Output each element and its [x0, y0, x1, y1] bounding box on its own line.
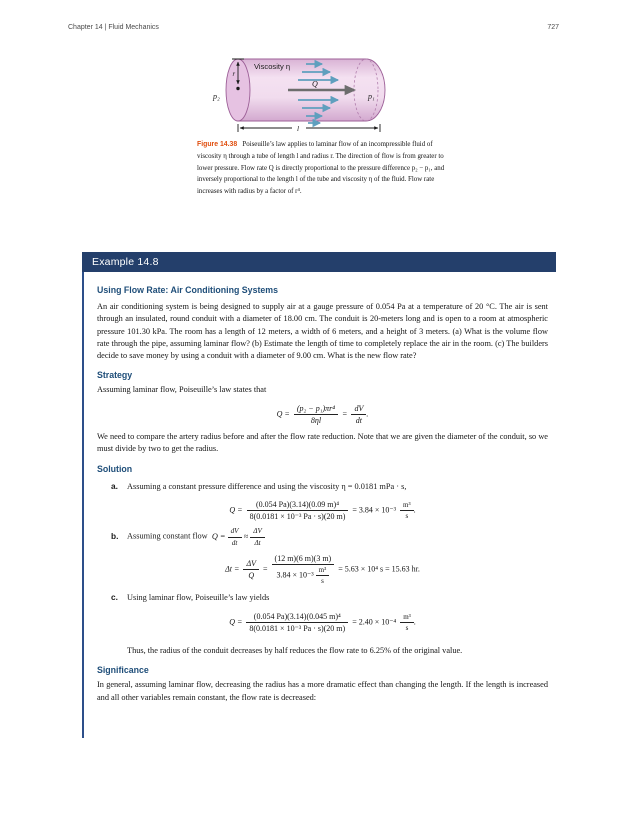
figure-caption — [197, 139, 450, 198]
significance-paragraph: In general, assuming laminar flow, decreasing the radius has a more dramatic effect than changing the length. If the length is increased and all other variables remain constant, the flow rate is decreased: — [97, 680, 548, 702]
equation-poiseuille: Q = $\frac{\text{(p₂ − p₁)πr⁴}}{8\eta l}$ = $\frac{dV}{dt}$ . — [276, 403, 369, 425]
length-dimension — [238, 124, 380, 132]
unit-fraction: $\frac{\text{m³}}{s}$ — [400, 501, 414, 520]
item-b-marker: b. — [111, 531, 119, 542]
length-label: l — [297, 123, 300, 133]
equation-a: Q = $\frac{\text{(0.054 Pa)(3.14)(0.09 m)⁴}}{\text{8(0.0181 × 10⁻³ Pa · s)(20 m)}}$ = 3.84 × 10⁻³ $\frac{\text{m³}}{s}$ . — [229, 500, 416, 522]
example-body — [82, 272, 556, 738]
strategy-heading: Strategy — [97, 370, 133, 381]
example-banner: Example 14.8 — [82, 252, 556, 272]
item-b-inline-math: Q = $\frac{dV}{dt}$ ≈ $\frac{\Delta V}{\Delta t}$ — [212, 532, 265, 541]
radius-label: r — [232, 71, 236, 78]
flow-rate-label: Q — [312, 79, 318, 89]
solution-heading: Solution — [97, 463, 133, 474]
pressure-left-label: p₂ — [213, 92, 220, 101]
item-c-text: Using laminar flow, Poiseuille’s law yields — [127, 593, 270, 603]
page-number: 727 — [547, 24, 559, 31]
example-title: Using Flow Rate: Air Conditioning Systems — [97, 285, 278, 295]
eq-fraction: $\frac{dV}{dt}$ — [351, 404, 366, 425]
eq-lhs: Q = — [276, 409, 290, 419]
example-intro-paragraph: An air conditioning system is being designed to supply air at a gauge pressure of 0.054 Pa at a temperature of 20 °C. The air is sent through an insulated, round conduit with a diameter of 18.00 cm. The conduit is 20-meters long and is open to a room at atmospheric pressure 101.30 kPa. The room has a length of 12 meters, a width of 6 meters, and a height of 3 meters. (a) What is the volume flow rate through the pipe, assuming laminar flow? (b) Estimate the length of time to completely replace the air in the room. (c) The builders decide to save money by using a conduit with a diameter of 9.00 cm. What is the new flow rate? — [97, 302, 548, 361]
figure-caption-text: Poiseuille’s law applies to laminar flow of an incompressible fluid of viscosity η through a tube of length l and radius r. The direction of flow is from greater to lower pressure. Flow rate Q is directly proportional to the pressure difference p₂ − p₁, and inversely proportional to the length l of the tube and viscosity η of the fluid. Flow rate increases with radius by a factor of r⁴. — [197, 141, 445, 196]
strategy-discussion: We need to compare the artery radius before and after the flow rate reduction. Note that we are given the diameter of the conduit, so we must divide by two to get the radius. — [97, 432, 548, 454]
solution-item-c — [111, 591, 548, 604]
solution-item-b — [111, 527, 548, 547]
eq-fraction: $\frac{\text{(0.054 Pa)(3.14)(0.09 m)⁴}}{\text{8(0.0181 × 10⁻³ Pa · s)(20 m)}}$ — [247, 500, 349, 521]
item-a-text: Assuming a constant pressure difference and using the viscosity η = 0.0181 mPa · s, — [127, 481, 407, 491]
solution-item-a — [111, 480, 548, 493]
pressure-right-label: p₁ — [368, 92, 375, 101]
tube-center-dot — [236, 87, 239, 90]
item-b-text: Assuming constant flow Q = $\frac{dV}{dt}$ ≈ $\frac{\Delta V}{\Delta t}$ — [127, 527, 265, 547]
eq-fraction: $\frac{\text{(p₂ − p₁)πr⁴}}{8\eta l}$ — [294, 404, 338, 425]
unit-fraction: $\frac{\text{m³}}{s}$ — [400, 613, 414, 632]
solution-conclusion: Thus, the radius of the conduit decreases by half reduces the flow rate to 6.25% of the original value. — [127, 645, 463, 655]
eq-fraction: $\frac{\Delta V}{Q}$ — [243, 559, 259, 580]
item-a-marker: a. — [111, 480, 118, 491]
eq-fraction: (12 m)(6 m)(3 m) 3.84 × 10⁻³ $\frac{\text{m³}}{s}$ — [272, 554, 335, 585]
equation-b: Δt = $\frac{\Delta V}{Q}$ = (12 m)(6 m)(3 m) 3.84 × 10⁻³ $\frac{\text{m³}}{s}$ = 5.63 × 10⁴ s = 15.63 hr. — [225, 553, 420, 586]
poiseuille-tube-figure — [210, 50, 390, 134]
equation-c: Q = $\frac{\text{(0.054 Pa)(3.14)(0.045 m)⁴}}{\text{8(0.0181 × 10⁻³ Pa · s)(20 m)}}$ = 2.40 × 10⁻⁴ $\frac{\text{m³}}{s}$ . — [229, 611, 416, 633]
chapter-running-head: Chapter 14 | Fluid Mechanics — [68, 24, 159, 31]
figure-caption-label: Figure 14.38 — [197, 141, 238, 148]
viscosity-label: Viscosity η — [254, 62, 291, 71]
significance-heading: Significance — [97, 665, 149, 676]
strategy-intro: Assuming laminar flow, Poiseuille’s law states that — [97, 385, 267, 395]
item-c-marker: c. — [111, 592, 118, 603]
eq-fraction: $\frac{\text{(0.054 Pa)(3.14)(0.045 m)⁴}}{\text{8(0.0181 × 10⁻³ Pa · s)(20 m)}}$ — [246, 612, 348, 633]
